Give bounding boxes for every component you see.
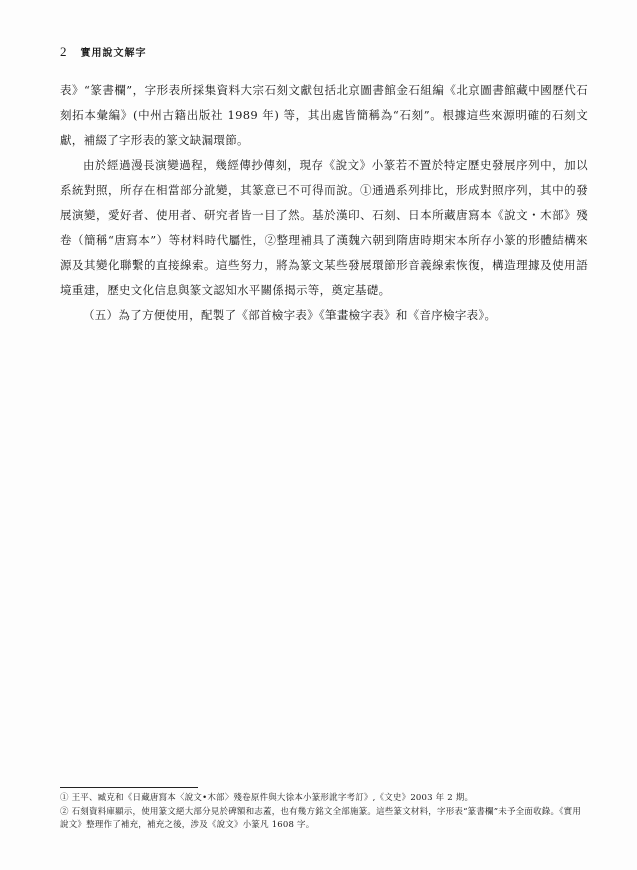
body-text [60, 78, 588, 328]
paragraph: 由於經過漫長演變過程，幾經傳抄傳刻，現存《說文》小篆若不置於特定歷史發展序列中，加以系統對照，所存在相當部分訛變，其篆意已不可得而說。①通過系列排比，形成對照序列，其中的發展演變，愛好者、使用者、研究者皆一目了然。基於漢印、石刻、日本所藏唐寫本《說文・木部》殘卷（簡稱“唐寫本”）等材料時代屬性，②整理補具了漢魏六朝到隋唐時期宋本所存小篆的形體結構來源及其變化聯繫的直接線索。這些努力，將為篆文某些發展環節形音義線索恢復，構造理據及使用語境重建，歷史文化信息與篆文認知水平關係揭示等，奠定基礎。 [60, 158, 588, 297]
list-item-five: （五）為了方便使用，配製了《部首檢字表》《筆畫檢字表》和《音序檢字表》。 [83, 308, 497, 322]
running-head [60, 44, 147, 60]
page-number: 2 [60, 44, 67, 59]
footnote-divider [60, 787, 198, 788]
paragraph-continued: 表》“篆書欄”，字形表所採集資料大宗石刻文獻包括北京圖書館金石組編《北京圖書館藏中國歷代石刻拓本彙編》(中州古籍出版社 1989 年) 等，其出處皆簡稱為“石刻”。根據這些來源明確的石刻文獻，補綴了字形表的篆文缺漏環節。 [60, 83, 588, 147]
book-title: 實用說文解字 [80, 48, 147, 59]
footnote-2: ② 石刻資料庫顯示，使用篆文絕大部分見於碑額和志蓋，也有幾方銘文全部施篆。這些篆文材料，字形表“篆書欄”未予全面收錄。《實用說文》整理作了補充，補充之後，涉及《說文》小篆凡 1608 字。 [60, 806, 582, 830]
footnotes [60, 792, 588, 833]
footnote-1: ① 王平、臧克和《日藏唐寫本〈說文•木部〉殘卷原件與大徐本小篆形訛字考訂》,《文史》2003 年 2 期。 [60, 793, 474, 803]
